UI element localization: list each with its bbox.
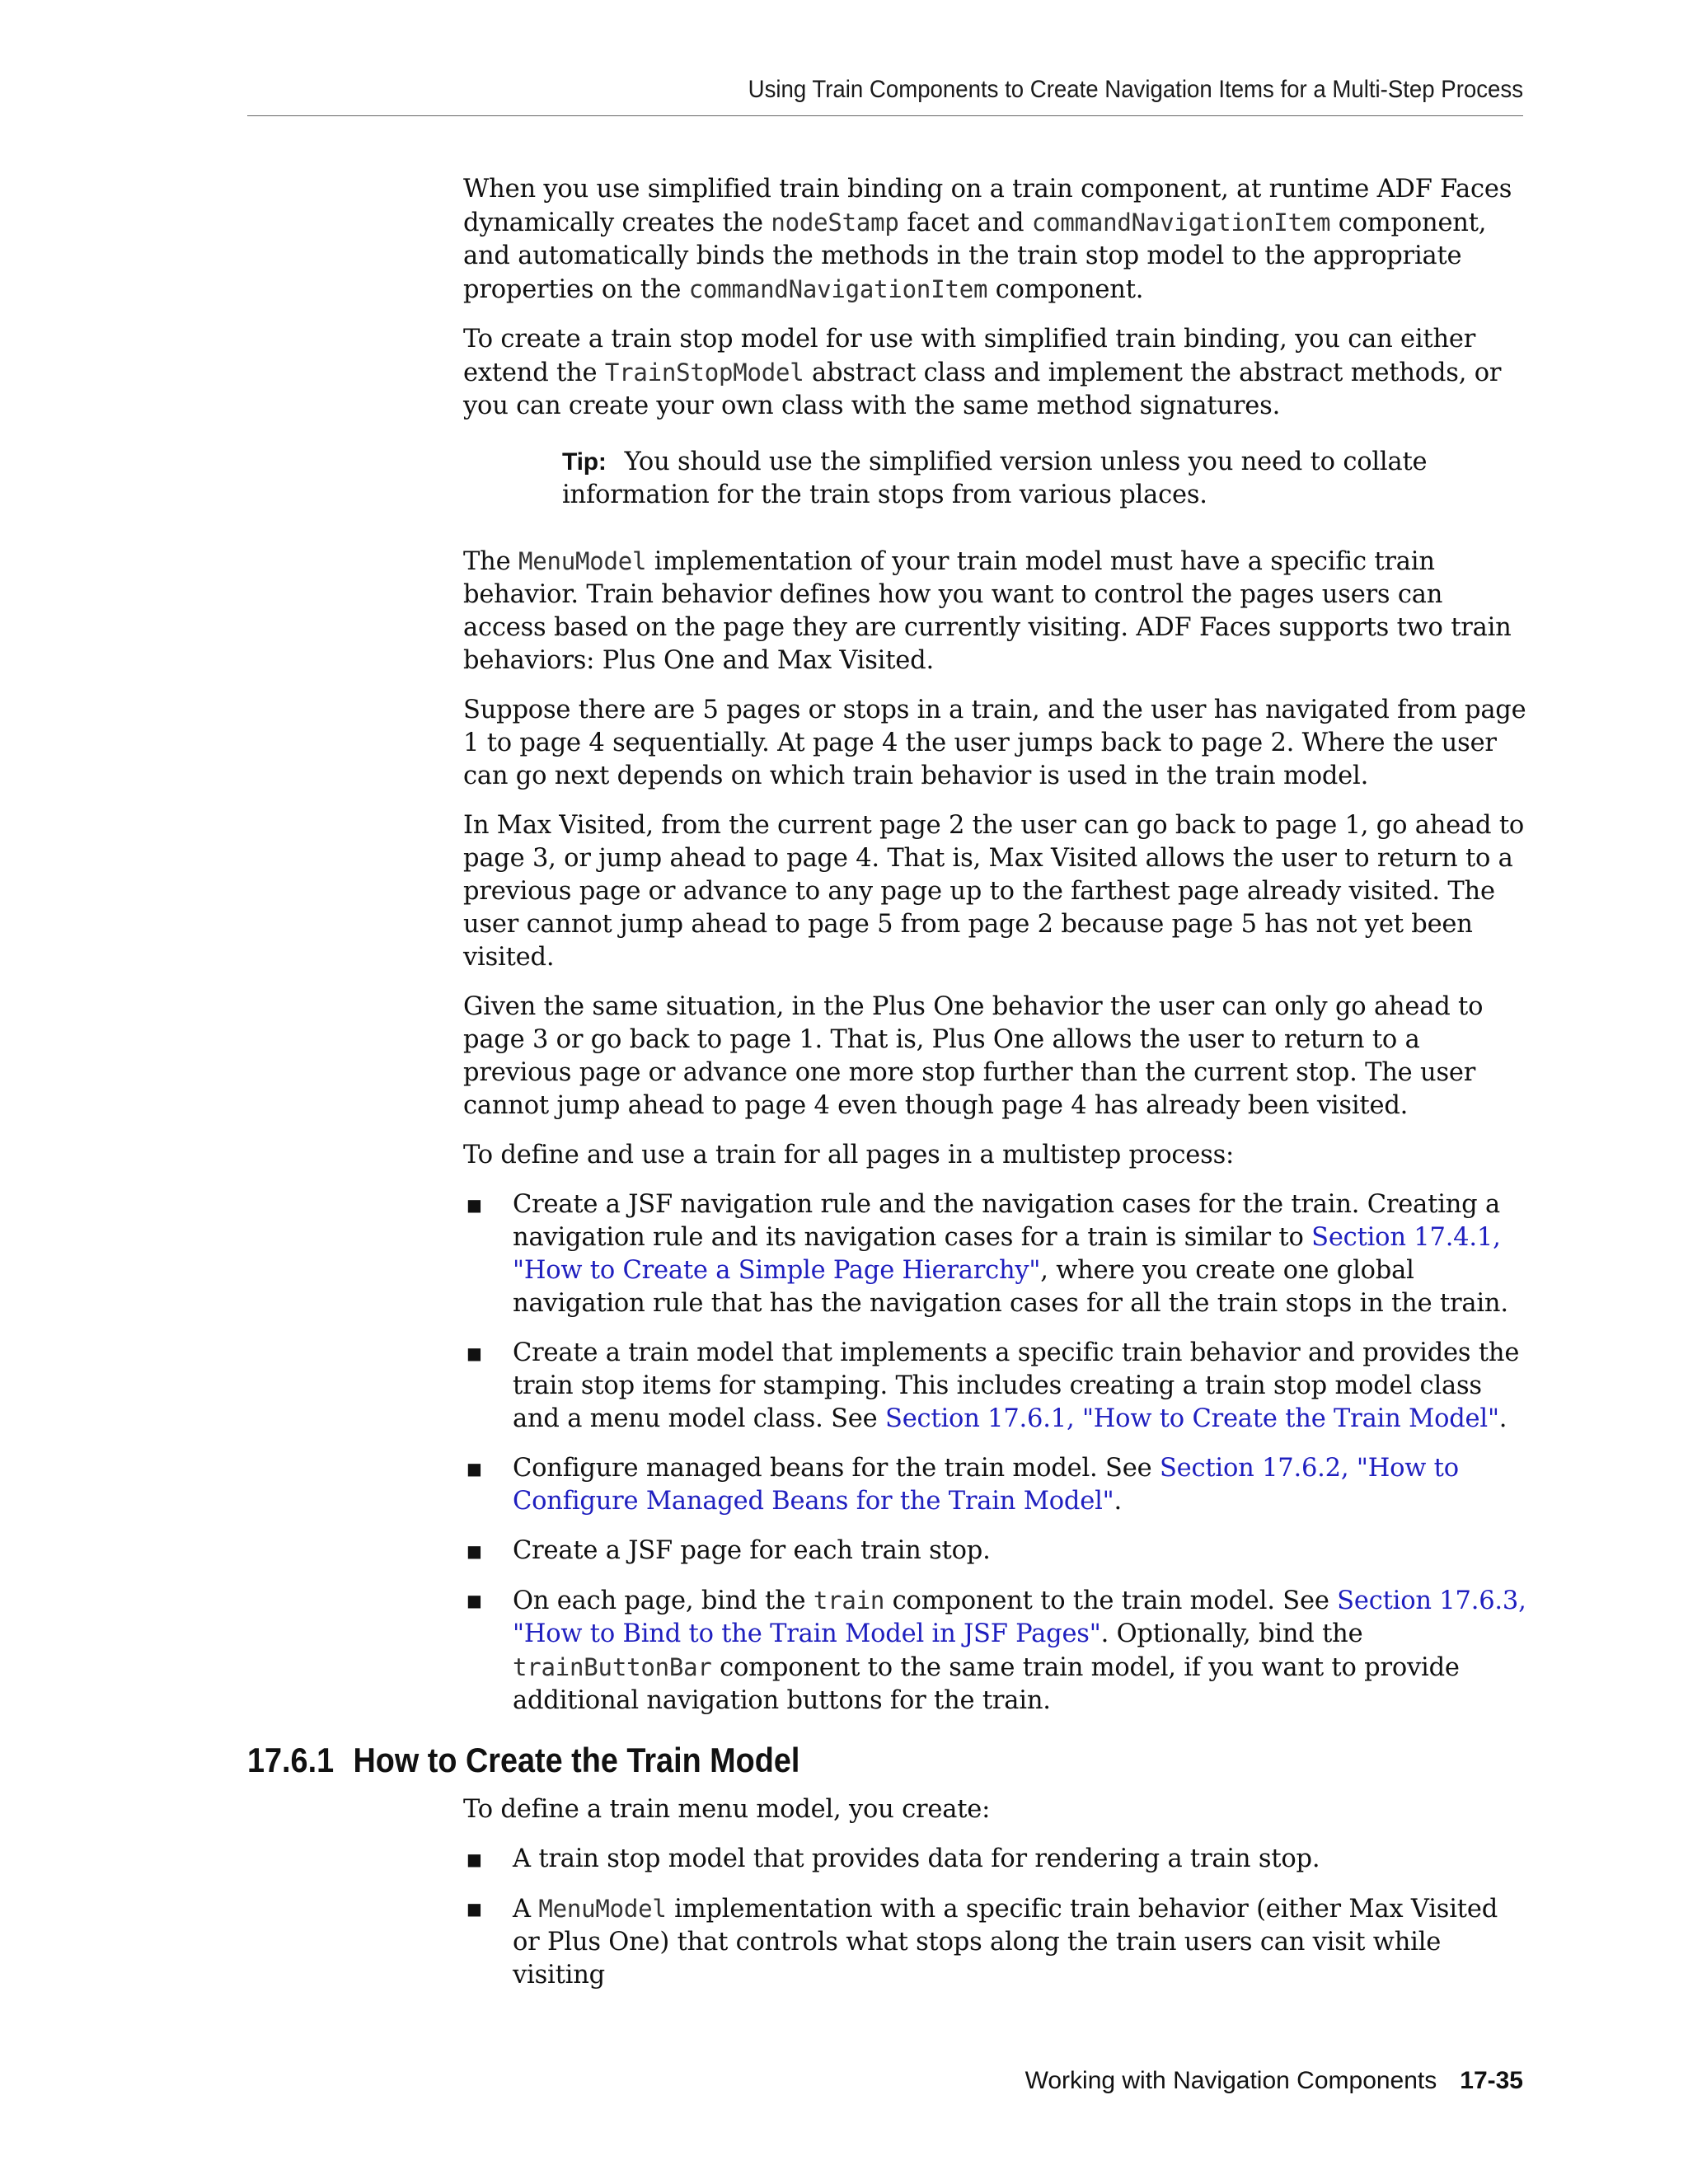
text: Configure managed beans for the train model. See [513,1454,1160,1483]
list-item [463,1535,1526,1568]
code-menumodel: MenuModel [538,1895,667,1923]
header-rule [247,115,1523,116]
section-heading [247,1741,799,1780]
paragraph-max-visited: In Max Visited, from the current page 2 the user can go back to page 1, go ahead to page 3, or jump ahead to page 4. That is, Max Visited allows the user to return to a previous page or advance to any page up to the farthest page already visited. The user cannot jump ahead to page 5 from page 2 because page 5 has not yet been visited. [463,811,1525,972]
list-item [463,1892,1526,1992]
bullet-icon: ■ [467,1849,482,1869]
text: component. [987,275,1144,304]
tip-text: You should use the simplified version unless you need to collate information for the train stops from various places. [562,448,1428,509]
page-footer [1025,2067,1523,2095]
section-content [463,1793,1526,2008]
text: When you use simplified train binding on a train component, at runtime ADF Faces dynamically creates the [463,175,1512,237]
link-section-17-6-1[interactable]: Section 17.6.1, "How to Create the Train Model" [885,1404,1499,1433]
text: component to the same train model, if you want to provide additional navigation buttons for the train. [513,1653,1460,1715]
text: . [1114,1487,1122,1516]
section-title: How to Create the Train Model [353,1741,800,1779]
section-number: 17.6.1 [247,1741,335,1779]
text: Create a JSF page for each train stop. [513,1536,991,1565]
text: The [463,547,518,576]
code-commandnavigationitem: commandNavigationItem [1031,209,1331,237]
text: facet and [898,209,1032,237]
list-item [463,1188,1526,1320]
text: A [513,1895,539,1924]
text: abstract class and implement the abstract methods, or you can create your own class with the same method signatures. [463,359,1502,420]
paragraph-plus-one: Given the same situation, in the Plus One behavior the user can only go ahead to page 3 or go back to page 1. That is, Plus One allows the user to return to a previous page or advance one more stop further than the current stop. The user cannot jump ahead to page 4 even though page 4 has already been visited. [463,992,1484,1120]
bullet-icon: ■ [467,1591,482,1610]
tip-note [562,446,1526,512]
link-section-17-6-2[interactable]: Section 17.6.2, "How to Configure Managed Beans for the Train Model" [513,1454,1459,1516]
bullet-icon: ■ [467,1899,482,1919]
bullet-icon: ■ [467,1541,482,1561]
code-trainbuttonbar: trainButtonBar [513,1653,712,1681]
bullet-icon: ■ [467,1459,482,1479]
running-header: Using Train Components to Create Navigation Items for a Multi-Step Process [748,76,1523,103]
paragraph-train-stop-model [463,323,1526,423]
link-section-17-6-3[interactable]: Section 17.6.3, "How to Bind to the Train Model in JSF Pages" [513,1586,1526,1648]
bullet-icon: ■ [467,1343,482,1363]
paragraph-simplified-binding [463,173,1526,307]
code-train: train [813,1586,885,1615]
list-item [463,1843,1526,1876]
steps-list [463,1188,1526,1718]
code-trainstopmodel: TrainStopModel [604,359,804,387]
text: component to the train model. See [884,1586,1338,1615]
text: To create a train stop model for use with simplified train binding, you can either extend the [463,325,1476,387]
footer-chapter: Working with Navigation Components [1025,2067,1437,2094]
text: , where you create one global navigation rule that has the navigation cases for all the train stops in the train. [513,1256,1508,1318]
list-item [463,1337,1526,1436]
text: . Optionally, bind the [1100,1619,1363,1648]
bullet-icon: ■ [467,1195,482,1215]
paragraph-example-scenario: Suppose there are 5 pages or stops in a train, and the user has navigated from page 1 to page 4 sequentially. At page 4 the user jumps back to page 2. Where the user can go next depends on which train behavior is used in the train model. [463,696,1526,790]
code-menumodel: MenuModel [518,547,647,575]
text: A train stop model that provides data for rendering a train stop. [513,1844,1320,1873]
text: On each page, bind the [513,1586,814,1615]
tip-label: Tip: [562,448,607,476]
list-item [463,1452,1526,1518]
text: component, and automatically binds the methods in the train stop model to the appropriate properties on the [463,209,1487,304]
text: implementation of your train model must have a specific train behavior. Train behavior defines how you want to control the pages users can access based on the page they are currently visiting. ADF Faces supports two train behaviors: Plus One and Max Visited. [463,547,1512,675]
link-section-17-4-1[interactable]: Section 17.4.1, "How to Create a Simple Page Hierarchy" [513,1223,1501,1285]
paragraph-menu-model [463,545,1526,677]
text: Create a JSF navigation rule and the navigation cases for the train. Creating a navigation rule and its navigation cases for a train is similar to [513,1190,1500,1252]
code-nodestamp: nodeStamp [771,209,899,237]
text: . [1498,1404,1507,1433]
paragraph-steps-intro: To define and use a train for all pages in a multistep process: [463,1141,1235,1169]
main-content [463,173,1526,1734]
page-number: 17-35 [1460,2067,1523,2094]
paragraph-section-intro: To define a train menu model, you create: [463,1795,991,1824]
text: implementation with a specific train behavior (either Max Visited or Plus One) that controls what stops along the train users can visit while visiting [513,1895,1498,1990]
code-commandnavigationitem: commandNavigationItem [688,275,988,303]
text: Create a train model that implements a specific train behavior and provides the train stop items for stamping. This includes creating a train stop model class and a menu model class. See [513,1338,1520,1433]
list-item [463,1584,1526,1718]
section-list [463,1843,1526,1992]
